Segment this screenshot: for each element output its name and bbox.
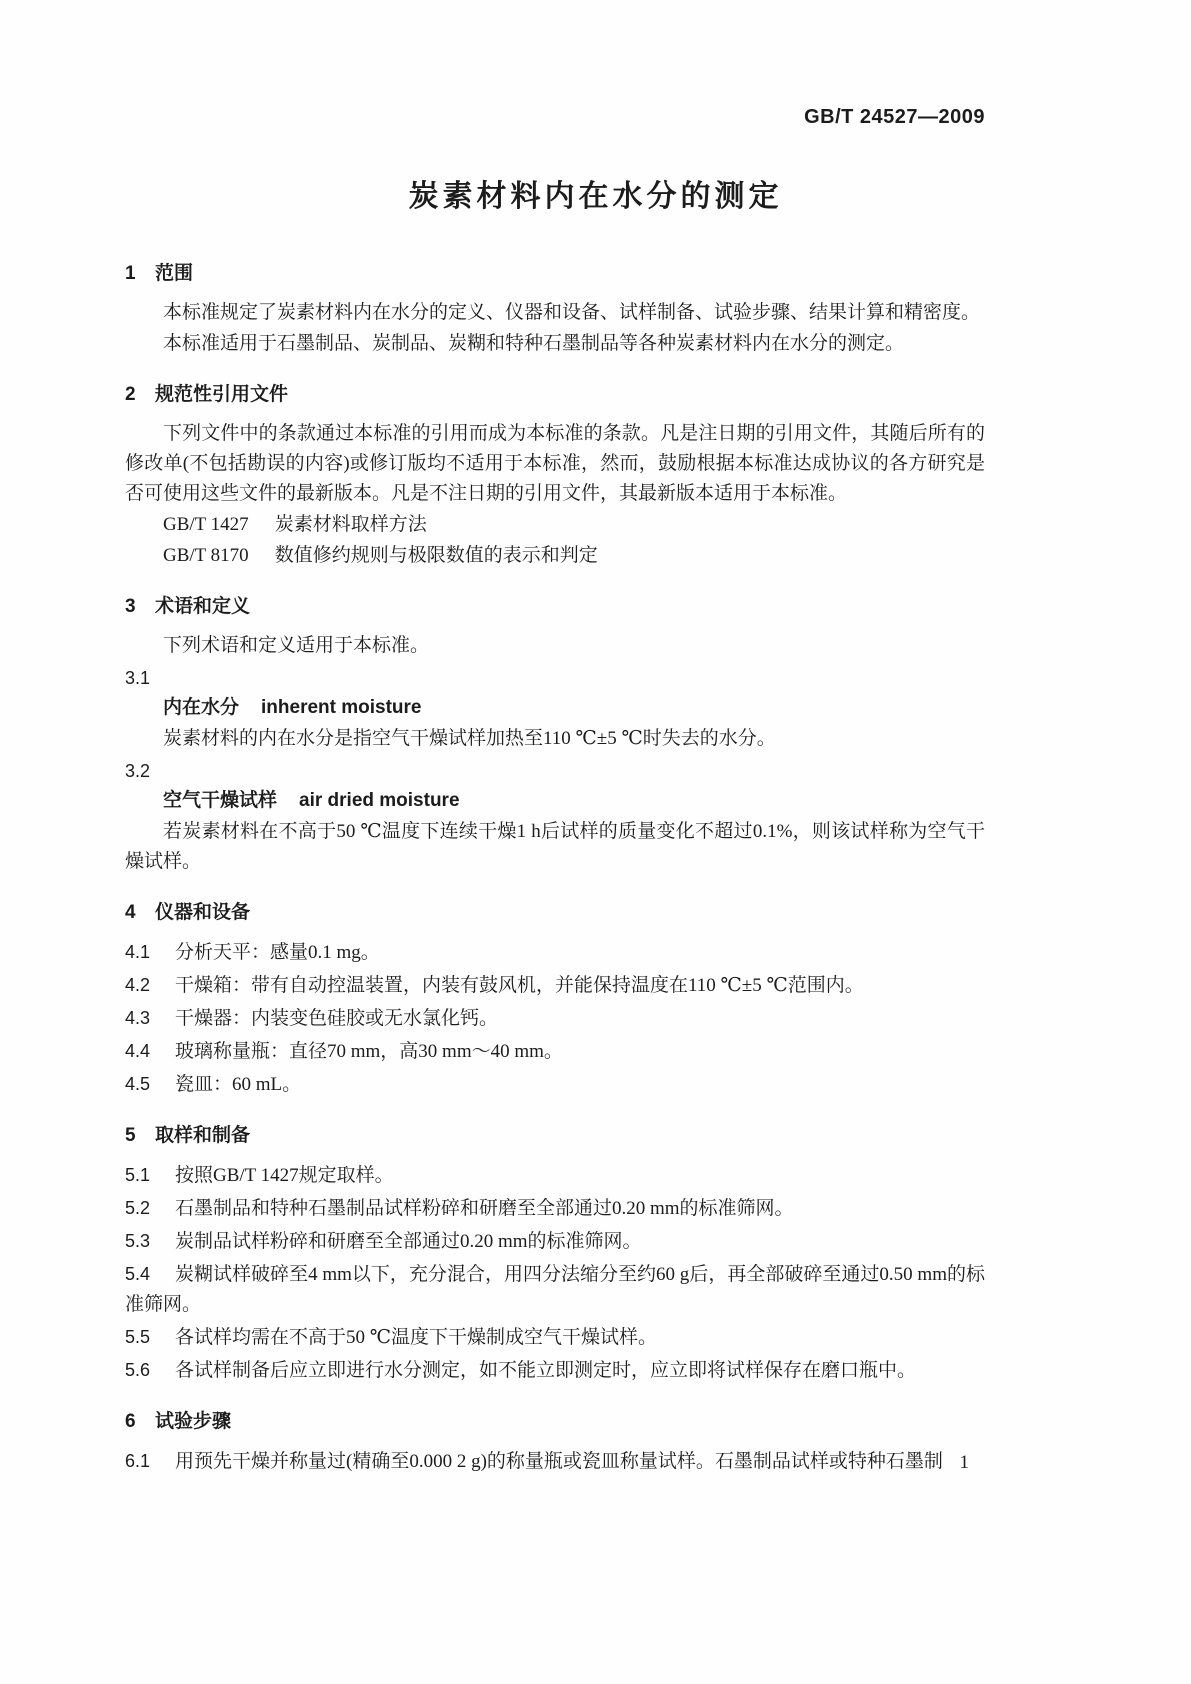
term-english: air dried moisture: [299, 790, 460, 811]
term-definition: 炭素材料的内在水分是指空气干燥试样加热至110 ℃±5 ℃时失去的水分。: [163, 728, 776, 749]
clause-number: 5.6: [125, 1360, 151, 1380]
term-number: 3.1: [125, 668, 151, 688]
section-title: 仪器和设备: [155, 902, 251, 923]
clause-number: 5.3: [125, 1231, 151, 1251]
clause-number: 4.1: [125, 942, 151, 962]
clause-number: 5.5: [125, 1327, 151, 1347]
section-1-heading: [125, 260, 985, 288]
reference-title: 数值修约规则与极限数值的表示和判定: [274, 545, 598, 566]
paragraph: 下列术语和定义适用于本标准。: [163, 635, 430, 656]
normative-reference: [125, 510, 985, 540]
clause-number: 4.5: [125, 1074, 151, 1094]
term-number: 3.2: [125, 761, 151, 781]
clause-5-2: [125, 1193, 985, 1224]
clause-text: 干燥箱：带有自动控温装置，内装有鼓风机，并能保持温度在110 ℃±5 ℃范围内。: [175, 975, 864, 996]
clause-text: 干燥器：内装变色硅胶或无水氯化钙。: [175, 1008, 499, 1029]
clause-text: 炭糊试样破碎至4 mm以下，充分混合，用四分法缩分至约60 g后，再全部破碎至通过0.50 mm的标准筛网。: [125, 1264, 985, 1315]
section-5-heading: [125, 1122, 985, 1150]
clause-5-1: [125, 1160, 985, 1191]
section-title: 术语和定义: [155, 596, 251, 617]
section-title: 规范性引用文件: [155, 384, 289, 405]
section-number: 4: [125, 902, 136, 923]
clause-4-5: [125, 1069, 985, 1100]
term-chinese: 内在水分: [163, 697, 240, 718]
clause-text: 各试样制备后应立即进行水分测定，如不能立即测定时，应立即将试样保存在磨口瓶中。: [175, 1360, 917, 1381]
clause-6-1: [125, 1446, 985, 1477]
clause-number: 5.2: [125, 1198, 151, 1218]
clause-text: 石墨制品和特种石墨制品试样粉碎和研磨至全部通过0.20 mm的标准筛网。: [175, 1198, 794, 1219]
clause-text: 分析天平：感量0.1 mg。: [175, 942, 380, 963]
clause-4-4: [125, 1036, 985, 1067]
term-entry: [125, 786, 985, 816]
clause-number: 6.1: [125, 1451, 151, 1471]
normative-reference: [125, 541, 985, 571]
term-definition: 若炭素材料在不高于50 ℃温度下连续干燥1 h后试样的质量变化不超过0.1%，则该试样称为空气干燥试样。: [125, 821, 985, 872]
clause-4-3: [125, 1003, 985, 1034]
document-title: 炭素材料内在水分的测定: [408, 180, 783, 213]
paragraph: 本标准规定了炭素材料内在水分的定义、仪器和设备、试样制备、试验步骤、结果计算和精密度。: [163, 302, 981, 323]
section-number: 2: [125, 384, 136, 405]
term-english: inherent moisture: [261, 697, 422, 718]
clause-number: 5.1: [125, 1165, 151, 1185]
term-chinese: 空气干燥试样: [163, 790, 278, 811]
clause-number: 4.2: [125, 975, 151, 995]
standard-number: GB/T 24527—2009: [804, 106, 985, 128]
clause-5-5: [125, 1322, 985, 1353]
clause-number: 5.4: [125, 1264, 151, 1284]
clause-5-6: [125, 1355, 985, 1386]
clause-4-2: [125, 970, 985, 1001]
section-number: 6: [125, 1411, 136, 1432]
clause-5-3: [125, 1226, 985, 1257]
paragraph: 下列文件中的条款通过本标准的引用而成为本标准的条款。凡是注日期的引用文件，其随后所有的修改单(不包括勘误的内容)或修订版均不适用于本标准，然而，鼓励根据本标准达成协议的各方研究是否可使用这些文件的最新版本。凡是不注日期的引用文件，其最新版本适用于本标准。: [125, 423, 985, 504]
clause-text: 按照GB/T 1427规定取样。: [175, 1165, 394, 1186]
clause-text: 用预先干燥并称量过(精确至0.000 2 g)的称量瓶或瓷皿称量试样。石墨制品试样或特种石墨制: [175, 1451, 943, 1472]
section-3-heading: [125, 593, 985, 621]
clause-number: 4.4: [125, 1041, 151, 1061]
section-4-heading: [125, 899, 985, 927]
section-2-heading: [125, 381, 985, 409]
reference-title: 炭素材料取样方法: [274, 514, 427, 535]
section-title: 范围: [155, 263, 194, 284]
reference-code: GB/T 1427: [163, 514, 249, 535]
page-number: 1: [959, 1452, 969, 1473]
clause-number: 4.3: [125, 1008, 151, 1028]
section-number: 1: [125, 263, 136, 284]
clause-5-4: [125, 1259, 985, 1320]
clause-text: 瓷皿：60 mL。: [175, 1074, 302, 1095]
clause-4-1: [125, 937, 985, 968]
section-6-heading: [125, 1408, 985, 1436]
section-number: 5: [125, 1125, 136, 1146]
paragraph: 本标准适用于石墨制品、炭制品、炭糊和特种石墨制品等各种炭素材料内在水分的测定。: [163, 333, 905, 354]
clause-text: 各试样均需在不高于50 ℃温度下干燥制成空气干燥试样。: [175, 1327, 658, 1348]
section-title: 试验步骤: [155, 1411, 232, 1432]
clause-text: 玻璃称量瓶：直径70 mm，高30 mm～40 mm。: [175, 1041, 563, 1062]
document-body: [0, 260, 1191, 1477]
section-title: 取样和制备: [155, 1125, 251, 1146]
term-entry: [125, 693, 985, 723]
clause-text: 炭制品试样粉碎和研磨至全部通过0.20 mm的标准筛网。: [175, 1231, 642, 1252]
reference-code: GB/T 8170: [163, 545, 249, 566]
section-number: 3: [125, 596, 136, 617]
